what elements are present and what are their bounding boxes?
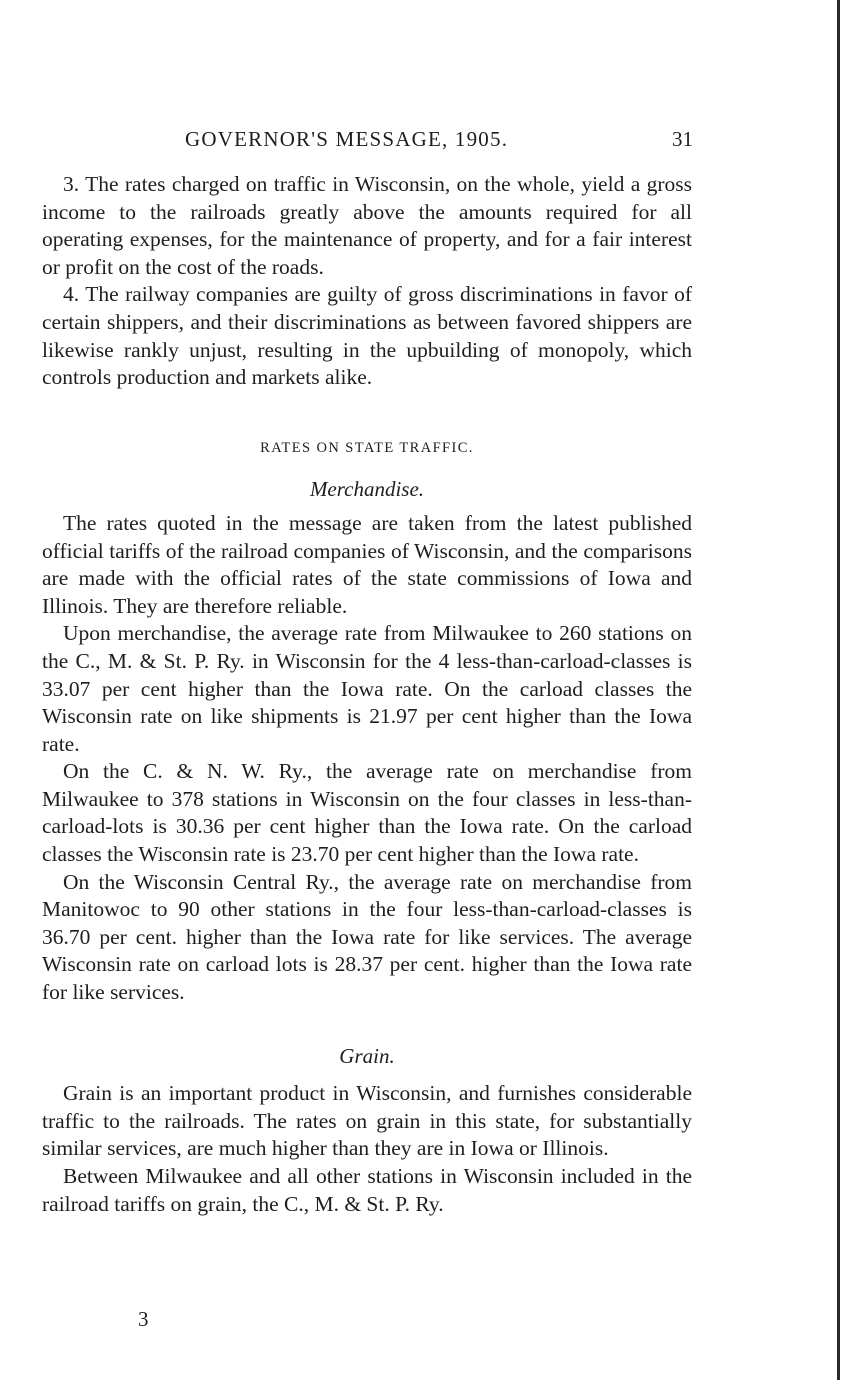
grain-subheading: Grain.	[339, 1043, 395, 1068]
paragraph: The rates quoted in the message are taken from the latest published official tariffs of the railroad companies of Wisconsin, and the comparisons are made with the official rates of the state commissions of Iowa and Illinois. They are therefore reliable.	[42, 510, 692, 618]
page-edge	[837, 0, 840, 1380]
running-title: GOVERNOR'S MESSAGE, 1905.	[185, 127, 509, 151]
page-header	[140, 127, 696, 157]
paragraph: Upon merchandise, the average rate from Milwaukee to 260 stations on the C., M. & St. P. Ry. in Wisconsin for the 4 less-than-carload-classes is 33.07 per cent higher than the Iowa rate. On the carload classes the Wisconsin rate on like shipments is 21.97 per cent higher than the Iowa rate.	[42, 621, 692, 756]
signature-mark: 3	[138, 1307, 149, 1331]
paragraph: Grain is an important product in Wisconsin, and furnishes considerable traffic to the railroads. The rates on grain in this state, for substantially similar services, are much higher than they are in Iowa or Illinois.	[42, 1081, 692, 1161]
merchandise-subheading: Merchandise.	[309, 477, 425, 502]
list-item: 4. The railway companies are guilty of gross discriminations in favor of certain shippers, and their discriminations as between favored shippers are likewise rankly unjust, resulting in the upbuilding of monopoly, which controls production and markets alike.	[42, 282, 692, 390]
page-body	[42, 171, 692, 1218]
paragraph: On the Wisconsin Central Ry., the average rate on merchandise from Manitowoc to 90 other stations in the four less-than-carload-classes is 36.70 per cent. higher than the Iowa rate for like services. The average Wisconsin rate on carload lots is 28.37 per cent. higher than the Iowa rate for like services.	[42, 869, 692, 1005]
list-item: 3. The rates charged on traffic in Wisconsin, on the whole, yield a gross income to the railroads greatly above the amounts required for all operating expenses, for the maintenance of property, and for a fair interest or profit on the cost of the roads.	[42, 172, 692, 279]
paragraph: On the C. & N. W. Ry., the average rate on merchandise from Milwaukee to 378 stations in Wisconsin on the four classes in less-than-carload-lots is 30.36 per cent higher than the Iowa rate. On the carload classes the Wisconsin rate is 23.70 per cent higher than the Iowa rate.	[42, 759, 692, 867]
paragraph: Between Milwaukee and all other stations in Wisconsin included in the railroad tariffs on grain, the C., M. & St. P. Ry.	[42, 1164, 692, 1216]
section-heading: RATES ON STATE TRAFFIC.	[260, 439, 474, 456]
page-number: 31	[672, 127, 693, 151]
